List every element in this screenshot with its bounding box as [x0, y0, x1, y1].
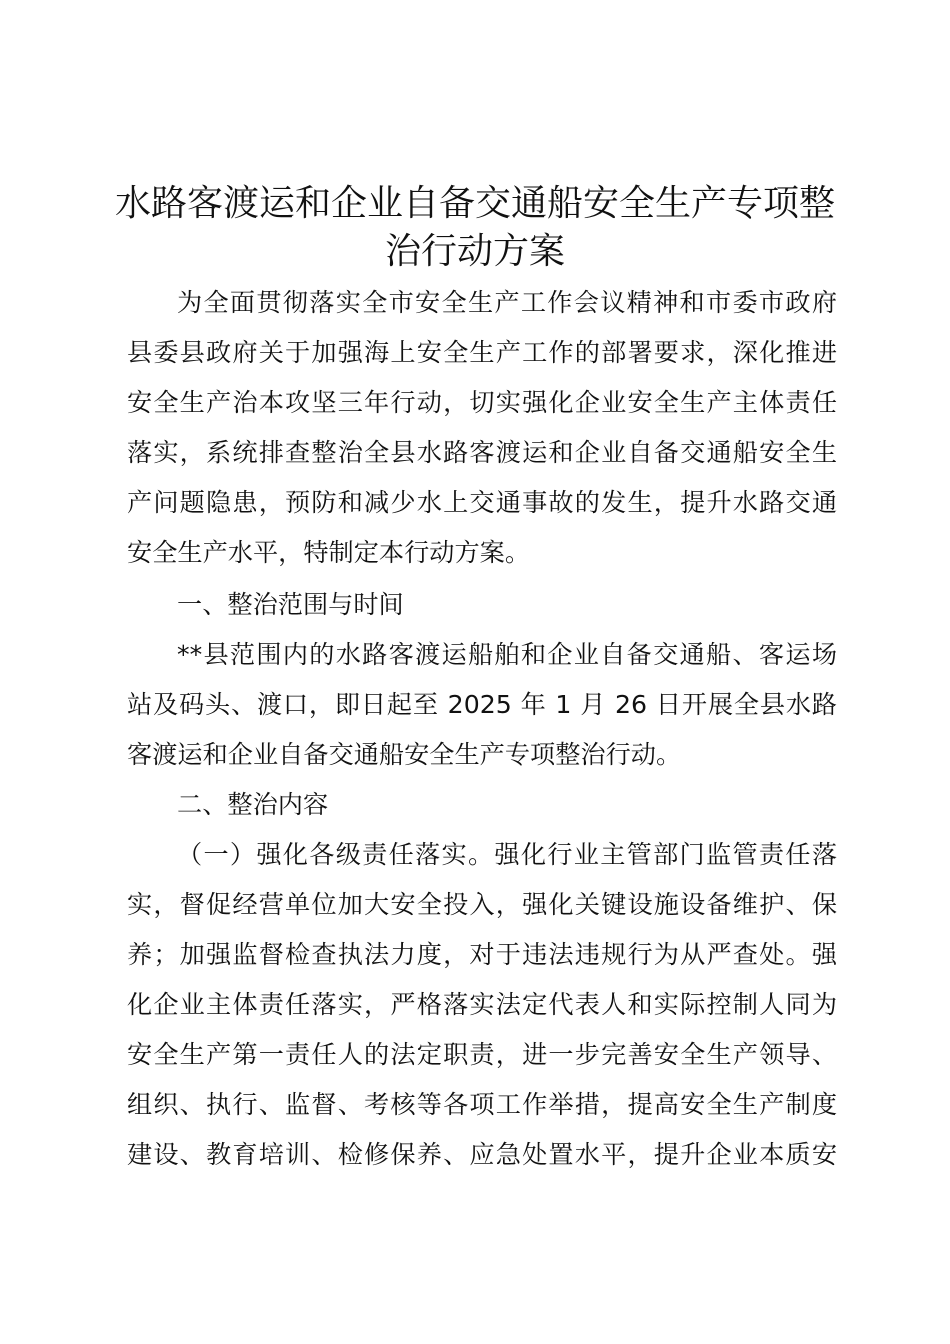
paragraph-line: 化企业主体责任落实，严格落实法定代表人和实际控制人同为 — [127, 990, 837, 1019]
section-heading: 一、整治范围与时间 — [177, 590, 404, 619]
document-title — [110, 180, 840, 276]
section-heading: 二、整治内容 — [177, 790, 329, 819]
paragraph-line: （一）强化各级责任落实。强化行业主管部门监管责任落 — [177, 840, 837, 869]
title-line: 水路客渡运和企业自备交通船安全生产专项整 — [114, 183, 835, 224]
paragraph-line: 养；加强监督检查执法力度，对于违法违规行为从严查处。强 — [127, 940, 837, 969]
paragraph-line: 为全面贯彻落实全市安全生产工作会议精神和市委市政府 — [177, 288, 837, 317]
paragraph-line: 站及码头、渡口，即日起至 2025 年 1 月 26 日开展全县水路 — [127, 690, 837, 719]
paragraph-line: 客渡运和企业自备交通船安全生产专项整治行动。 — [127, 740, 682, 769]
paragraph-line: 实，督促经营单位加大安全投入，强化关键设施设备维护、保 — [127, 890, 837, 919]
paragraph-line: 安全生产治本攻坚三年行动，切实强化企业安全生产主体责任 — [127, 388, 837, 417]
paragraph-line: 组织、执行、监督、考核等各项工作举措，提高安全生产制度 — [127, 1090, 837, 1119]
paragraph-line: 落实，系统排查整治全县水路客渡运和企业自备交通船安全生 — [127, 438, 837, 467]
paragraph-line: 建设、教育培训、检修保养、应急处置水平，提升企业本质安 — [127, 1140, 837, 1169]
paragraph-line: 产问题隐患，预防和减少水上交通事故的发生，提升水路交通 — [127, 488, 837, 517]
title-line: 治行动方案 — [384, 231, 565, 272]
paragraph-line: 安全生产水平，特制定本行动方案。 — [127, 538, 530, 567]
paragraph-line: 安全生产第一责任人的法定职责，进一步完善安全生产领导、 — [127, 1040, 837, 1069]
paragraph-line: **县范围内的水路客渡运船舶和企业自备交通船、客运场 — [177, 640, 837, 669]
paragraph-line: 县委县政府关于加强海上安全生产工作的部署要求，深化推进 — [127, 338, 837, 367]
